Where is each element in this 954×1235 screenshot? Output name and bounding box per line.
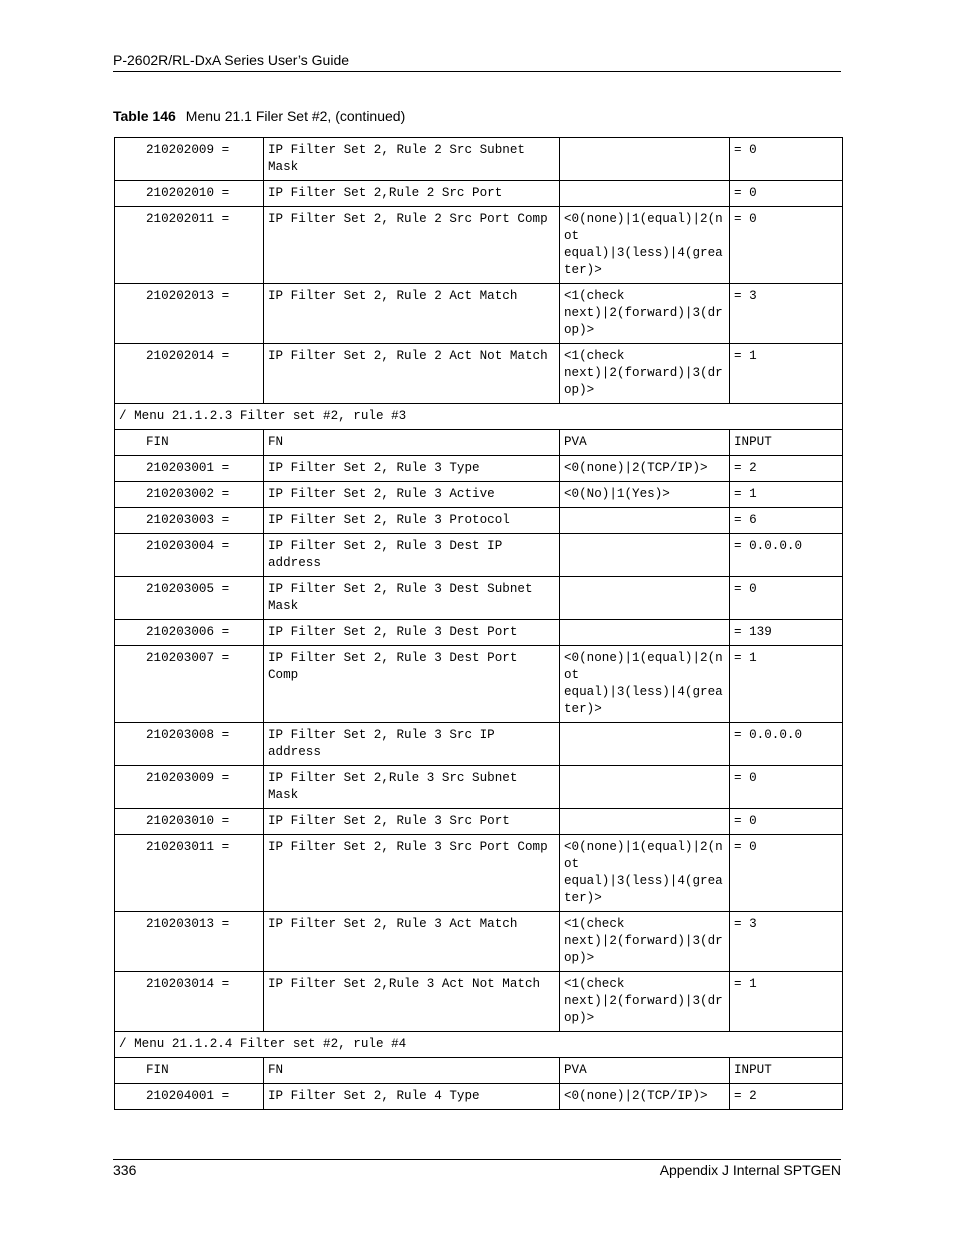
fin-cell: FIN xyxy=(115,430,264,456)
pva-cell xyxy=(560,138,730,181)
fn-cell: IP Filter Set 2,Rule 3 Act Not Match xyxy=(264,972,560,1032)
fin-cell: 210203005 = xyxy=(115,577,264,620)
table-row xyxy=(115,207,843,284)
fin-cell: FIN xyxy=(115,1058,264,1084)
pva-cell: PVA xyxy=(560,1058,730,1084)
pva-cell: <1(check next)|2(forward)|3(drop)> xyxy=(560,284,730,344)
fn-cell: IP Filter Set 2, Rule 3 Act Match xyxy=(264,912,560,972)
pva-cell: <1(check next)|2(forward)|3(drop)> xyxy=(560,972,730,1032)
fin-cell: 210203011 = xyxy=(115,835,264,912)
table-section-row xyxy=(115,1032,843,1058)
table-row xyxy=(115,344,843,404)
fn-cell: IP Filter Set 2, Rule 4 Type xyxy=(264,1084,560,1110)
pva-cell: PVA xyxy=(560,430,730,456)
pva-cell: <0(none)|1(equal)|2(not equal)|3(less)|4(greater)> xyxy=(560,646,730,723)
pva-cell: <0(No)|1(Yes)> xyxy=(560,482,730,508)
input-cell: INPUT xyxy=(730,1058,843,1084)
input-cell: = 0.0.0.0 xyxy=(730,723,843,766)
table-caption-text: Menu 21.1 Filer Set #2, (continued) xyxy=(185,108,406,124)
input-cell: = 0 xyxy=(730,207,843,284)
running-header: P-2602R/RL-DxA Series User’s Guide xyxy=(113,52,350,68)
input-cell: = 6 xyxy=(730,508,843,534)
input-cell: = 0 xyxy=(730,577,843,620)
pva-cell xyxy=(560,723,730,766)
table-row xyxy=(115,181,843,207)
fin-cell: 210204001 = xyxy=(115,1084,264,1110)
fin-cell: 210202014 = xyxy=(115,344,264,404)
pva-cell xyxy=(560,181,730,207)
footer-section-title: Appendix J Internal SPTGEN xyxy=(659,1162,841,1178)
table-caption-label: Table 146 xyxy=(113,108,176,124)
table-header-row xyxy=(115,430,843,456)
input-cell: = 0 xyxy=(730,835,843,912)
section-title: / Menu 21.1.2.4 Filter set #2, rule #4 xyxy=(115,1032,843,1058)
table-row xyxy=(115,138,843,181)
fn-cell: IP Filter Set 2, Rule 2 Act Match xyxy=(264,284,560,344)
fin-cell: 210202013 = xyxy=(115,284,264,344)
table-row xyxy=(115,534,843,577)
fin-cell: 210203007 = xyxy=(115,646,264,723)
fin-cell: 210203013 = xyxy=(115,912,264,972)
pva-cell: <0(none)|1(equal)|2(not equal)|3(less)|4(greater)> xyxy=(560,207,730,284)
table-row xyxy=(115,577,843,620)
table-row xyxy=(115,912,843,972)
pva-cell xyxy=(560,508,730,534)
section-title: / Menu 21.1.2.3 Filter set #2, rule #3 xyxy=(115,404,843,430)
fn-cell: IP Filter Set 2, Rule 3 Src IP address xyxy=(264,723,560,766)
fin-cell: 210203001 = xyxy=(115,456,264,482)
pva-cell xyxy=(560,766,730,809)
fin-cell: 210203006 = xyxy=(115,620,264,646)
table-row xyxy=(115,835,843,912)
table-row xyxy=(115,972,843,1032)
table-row xyxy=(115,723,843,766)
input-cell: = 139 xyxy=(730,620,843,646)
pva-cell xyxy=(560,620,730,646)
table-row xyxy=(115,1084,843,1110)
page-number: 336 xyxy=(113,1162,137,1178)
input-cell: = 3 xyxy=(730,284,843,344)
fin-cell: 210203003 = xyxy=(115,508,264,534)
input-cell: = 1 xyxy=(730,972,843,1032)
config-table-body xyxy=(115,138,843,1110)
fn-cell: IP Filter Set 2, Rule 3 Type xyxy=(264,456,560,482)
fin-cell: 210203009 = xyxy=(115,766,264,809)
pva-cell xyxy=(560,577,730,620)
pva-cell: <1(check next)|2(forward)|3(drop)> xyxy=(560,344,730,404)
fn-cell: IP Filter Set 2, Rule 3 Dest Subnet Mask xyxy=(264,577,560,620)
pva-cell xyxy=(560,534,730,577)
fn-cell: FN xyxy=(264,1058,560,1084)
fn-cell: IP Filter Set 2, Rule 3 Protocol xyxy=(264,508,560,534)
fn-cell: IP Filter Set 2, Rule 2 Src Subnet Mask xyxy=(264,138,560,181)
pva-cell xyxy=(560,809,730,835)
table-section-row xyxy=(115,404,843,430)
input-cell: = 1 xyxy=(730,646,843,723)
input-cell: = 0 xyxy=(730,809,843,835)
header-divider xyxy=(113,71,841,72)
fn-cell: IP Filter Set 2, Rule 3 Active xyxy=(264,482,560,508)
pva-cell: <0(none)|2(TCP/IP)> xyxy=(560,456,730,482)
fin-cell: 210202011 = xyxy=(115,207,264,284)
table-row xyxy=(115,456,843,482)
input-cell: = 0.0.0.0 xyxy=(730,534,843,577)
input-cell: = 1 xyxy=(730,344,843,404)
input-cell: = 1 xyxy=(730,482,843,508)
table-row xyxy=(115,508,843,534)
input-cell: = 0 xyxy=(730,138,843,181)
fn-cell: IP Filter Set 2,Rule 2 Src Port xyxy=(264,181,560,207)
fin-cell: 210202010 = xyxy=(115,181,264,207)
table-row xyxy=(115,766,843,809)
table-row xyxy=(115,620,843,646)
table-row xyxy=(115,809,843,835)
table-row xyxy=(115,646,843,723)
fn-cell: IP Filter Set 2, Rule 3 Dest Port Comp xyxy=(264,646,560,723)
fin-cell: 210203010 = xyxy=(115,809,264,835)
input-cell: = 2 xyxy=(730,1084,843,1110)
fn-cell: IP Filter Set 2, Rule 3 Dest IP address xyxy=(264,534,560,577)
fn-cell: IP Filter Set 2,Rule 3 Src Subnet Mask xyxy=(264,766,560,809)
fn-cell: IP Filter Set 2, Rule 3 Dest Port xyxy=(264,620,560,646)
fin-cell: 210203004 = xyxy=(115,534,264,577)
fn-cell: FN xyxy=(264,430,560,456)
input-cell: = 2 xyxy=(730,456,843,482)
fn-cell: IP Filter Set 2, Rule 3 Src Port xyxy=(264,809,560,835)
table-header-row xyxy=(115,1058,843,1084)
fin-cell: 210203008 = xyxy=(115,723,264,766)
pva-cell: <1(check next)|2(forward)|3(drop)> xyxy=(560,912,730,972)
fn-cell: IP Filter Set 2, Rule 2 Src Port Comp xyxy=(264,207,560,284)
input-cell: = 0 xyxy=(730,766,843,809)
input-cell: = 3 xyxy=(730,912,843,972)
table-row xyxy=(115,284,843,344)
footer-divider xyxy=(113,1159,841,1160)
table-caption xyxy=(113,108,405,124)
pva-cell: <0(none)|1(equal)|2(not equal)|3(less)|4(greater)> xyxy=(560,835,730,912)
input-cell: INPUT xyxy=(730,430,843,456)
fn-cell: IP Filter Set 2, Rule 3 Src Port Comp xyxy=(264,835,560,912)
fin-cell: 210203014 = xyxy=(115,972,264,1032)
fn-cell: IP Filter Set 2, Rule 2 Act Not Match xyxy=(264,344,560,404)
config-table xyxy=(114,137,843,1110)
input-cell: = 0 xyxy=(730,181,843,207)
fin-cell: 210202009 = xyxy=(115,138,264,181)
table-row xyxy=(115,482,843,508)
pva-cell: <0(none)|2(TCP/IP)> xyxy=(560,1084,730,1110)
fin-cell: 210203002 = xyxy=(115,482,264,508)
